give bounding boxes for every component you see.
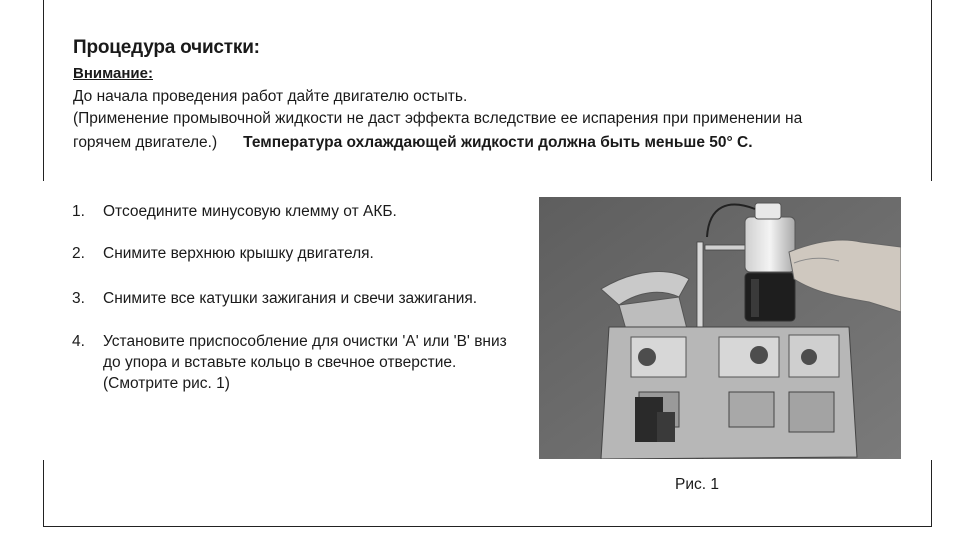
page-title: Процедура очистки:	[73, 37, 260, 58]
warning-label: Внимание:	[73, 65, 153, 82]
step-2	[72, 243, 374, 264]
step-text: Снимите верхнюю крышку двигателя.	[103, 245, 374, 262]
frame-left-border	[43, 0, 44, 181]
step-number: 4.	[72, 333, 85, 350]
frame-bottom-border	[43, 526, 932, 527]
warning-line-3	[73, 134, 753, 152]
engine-cleaning-photo	[539, 197, 901, 459]
warning-line-3-text: горячем двигателе.)	[73, 134, 218, 151]
warning-line-1: До начала проведения работ дайте двигателю остыть.	[73, 88, 468, 105]
step-text: Установите приспособление для очистки 'А' или 'В' вниз до упора и вставьте кольцо в свечное отверстие. (Смотрите рис. 1)	[103, 333, 507, 392]
step-number: 2.	[72, 245, 85, 262]
step-4	[72, 331, 512, 394]
step-text: Отсоедините минусовую клемму от АКБ.	[103, 203, 397, 220]
warning-line-2: (Применение промывочной жидкости не даст эффекта вследствие ее испарения при применении на	[73, 110, 803, 127]
step-3	[72, 288, 477, 309]
frame-right-border-lower	[931, 460, 932, 527]
frame-left-border-lower	[43, 460, 44, 527]
figure-caption: Рис. 1	[675, 476, 719, 493]
step-number: 1.	[72, 203, 85, 220]
frame-right-border	[931, 0, 932, 181]
step-text: Снимите все катушки зажигания и свечи зажигания.	[103, 290, 478, 307]
step-1	[72, 201, 397, 222]
step-number: 3.	[72, 290, 85, 307]
temperature-warning: Температура охлаждающей жидкости должна быть меньше 50° С.	[243, 134, 753, 151]
